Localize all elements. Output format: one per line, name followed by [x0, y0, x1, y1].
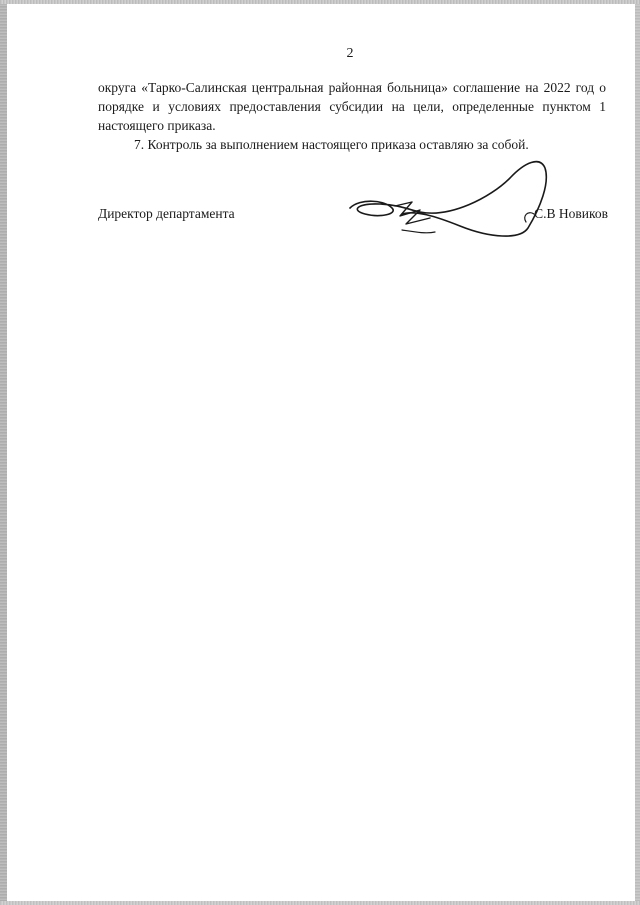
paragraph-continuation: округа «Тарко-Салинская центральная районная больница» соглашение на 2022 год о порядке и условиях предоставления субсидии на цели, определенные пунктом 1 настоящего приказа. — [98, 80, 606, 133]
scan-border-right — [635, 0, 640, 905]
handwritten-signature — [340, 148, 560, 248]
document-body — [98, 78, 606, 154]
page-number: 2 — [346, 46, 354, 61]
scan-border-left — [0, 0, 7, 905]
scan-border-top — [0, 0, 640, 4]
signatory-name: С.В Новиков — [534, 206, 608, 221]
scan-border-bottom — [0, 901, 640, 905]
signatory-position: Директор департамента — [98, 206, 235, 221]
paragraph-item-7: 7. Контроль за выполнением настоящего приказа оставляю за собой. — [134, 137, 529, 152]
